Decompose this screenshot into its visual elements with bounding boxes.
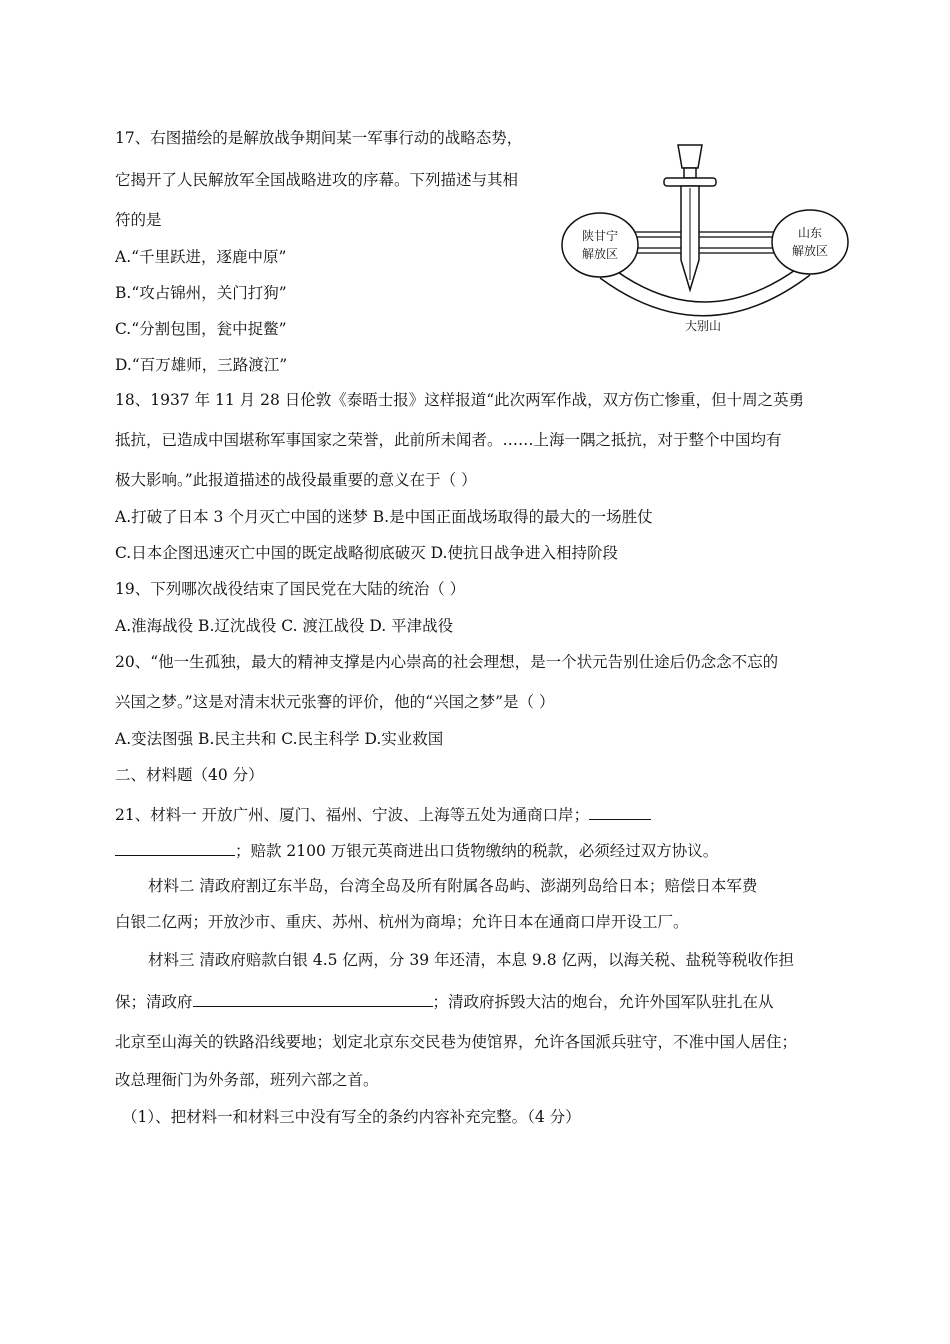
q21-material3-blank[interactable]	[193, 990, 433, 1007]
q21-material3-line2	[115, 990, 774, 1012]
q21-material3-line4: 改总理衙门为外务部，班列六部之首。	[115, 1071, 379, 1089]
q17-stem-line2: 它揭开了人民解放军全国战略进攻的序幕。下列描述与其相	[115, 171, 519, 189]
section2-title: 二、材料题（40 分）	[115, 766, 264, 784]
right-region-label-2: 解放区	[791, 244, 829, 258]
q20-options: A.变法图强 B.民主共和 C.民主科学 D.实业救国	[115, 730, 444, 748]
q17-stem-line3: 符的是	[115, 211, 162, 229]
q17-stem-line1: 17、右图描绘的是解放战争期间某一军事行动的战略态势，	[115, 129, 523, 147]
dabie-arc-inner	[615, 268, 798, 302]
strategy-diagram-svg	[560, 140, 850, 340]
q21-material1-line2	[115, 839, 718, 861]
left-region-circle	[562, 213, 638, 277]
q20-stem-line1: 20、“他一生孤独，最大的精神支撑是内心崇高的社会理想，是一个状元告别仕途后仍念念不忘的	[115, 653, 779, 671]
q20-stem-line2: 兴国之梦。”这是对清末状元张謇的评价，他的“兴国之梦”是（ ）	[115, 693, 555, 711]
q18-options-row1: A.打破了日本 3 个月灭亡中国的迷梦 B.是中国正面战场取得的最大的一场胜仗	[115, 508, 653, 526]
strategy-diagram	[560, 140, 850, 340]
dabie-label: 大别山	[684, 319, 722, 333]
q21-material3-line3: 北京至山海关的铁路沿线要地；划定北京东交民巷为使馆界，允许各国派兵驻守，不准中国人居住；	[115, 1033, 798, 1051]
sword-grip	[684, 168, 696, 178]
q19-options: A.淮海战役 B.辽沈战役 C. 渡江战役 D. 平津战役	[115, 617, 454, 635]
q21-material3-line1: 材料三 清政府赔款白银 4.5 亿两，分 39 年还清，本息 9.8 亿两，以海关税、盐税等税收作担	[148, 951, 795, 969]
q21-material1-blank2[interactable]	[115, 839, 235, 856]
q21-material1-text1: 21、材料一 开放广州、厦门、福州、宁波、上海等五处为通商口岸；	[115, 806, 590, 824]
q21-material1-line1	[115, 803, 651, 825]
q19-stem: 19、下列哪次战役结束了国民党在大陆的统治（ ）	[115, 580, 466, 598]
q21-material1-blank1[interactable]	[589, 803, 651, 820]
q17-option-c: C.“分割包围，瓮中捉鳖”	[115, 320, 287, 338]
q21-material3-text2a: 保；清政府	[115, 993, 193, 1011]
sword-pommel	[678, 145, 702, 168]
q21-material2-line1: 材料二 清政府割辽东半岛，台湾全岛及所有附属各岛屿、澎湖列岛给日本；赔偿日本军费	[148, 877, 758, 895]
q18-stem-line2: 抵抗，已造成中国堪称军事国家之荣誉，此前所未闻者。……上海一隅之抵抗，对于整个中国均有	[115, 431, 782, 449]
sword-guard	[664, 178, 716, 186]
crossbar-top	[630, 232, 780, 237]
q18-options-row2: C.日本企图迅速灭亡中国的既定战略彻底破灭 D.使抗日战争进入相持阶段	[115, 544, 618, 562]
crossbar-bottom	[630, 248, 780, 253]
q21-material1-text2: ；赔款 2100 万银元英商进出口货物缴纳的税款，必须经过双方协议。	[235, 842, 719, 860]
left-region-label-2: 解放区	[581, 247, 619, 261]
q21-material3-text2b: ；清政府拆毁大沽的炮台，允许外国军队驻扎在从	[432, 993, 774, 1011]
left-region-label-1: 陕甘宁	[581, 229, 619, 243]
q17-option-d: D.“百万雄师，三路渡江”	[115, 356, 288, 374]
q17-option-a: A.“千里跃进，逐鹿中原”	[115, 248, 287, 266]
q21-subquestion-1: （1）、把材料一和材料三中没有写全的条约内容补充完整。（4 分）	[122, 1108, 581, 1126]
q18-stem-line1: 18、1937 年 11 月 28 日伦敦《泰晤士报》这样报道“此次两军作战，双方伤亡惨重，但十周之英勇	[115, 391, 805, 409]
q18-stem-line3: 极大影响。”此报道描述的战役最重要的意义在于（ ）	[115, 471, 477, 489]
right-region-label-1: 山东	[797, 226, 823, 240]
right-region-circle	[772, 210, 848, 274]
q21-material2-line2: 白银二亿两；开放沙市、重庆、苏州、杭州为商埠；允许日本在通商口岸开设工厂。	[115, 913, 689, 931]
q17-option-b: B.“攻占锦州，关门打狗”	[115, 284, 287, 302]
